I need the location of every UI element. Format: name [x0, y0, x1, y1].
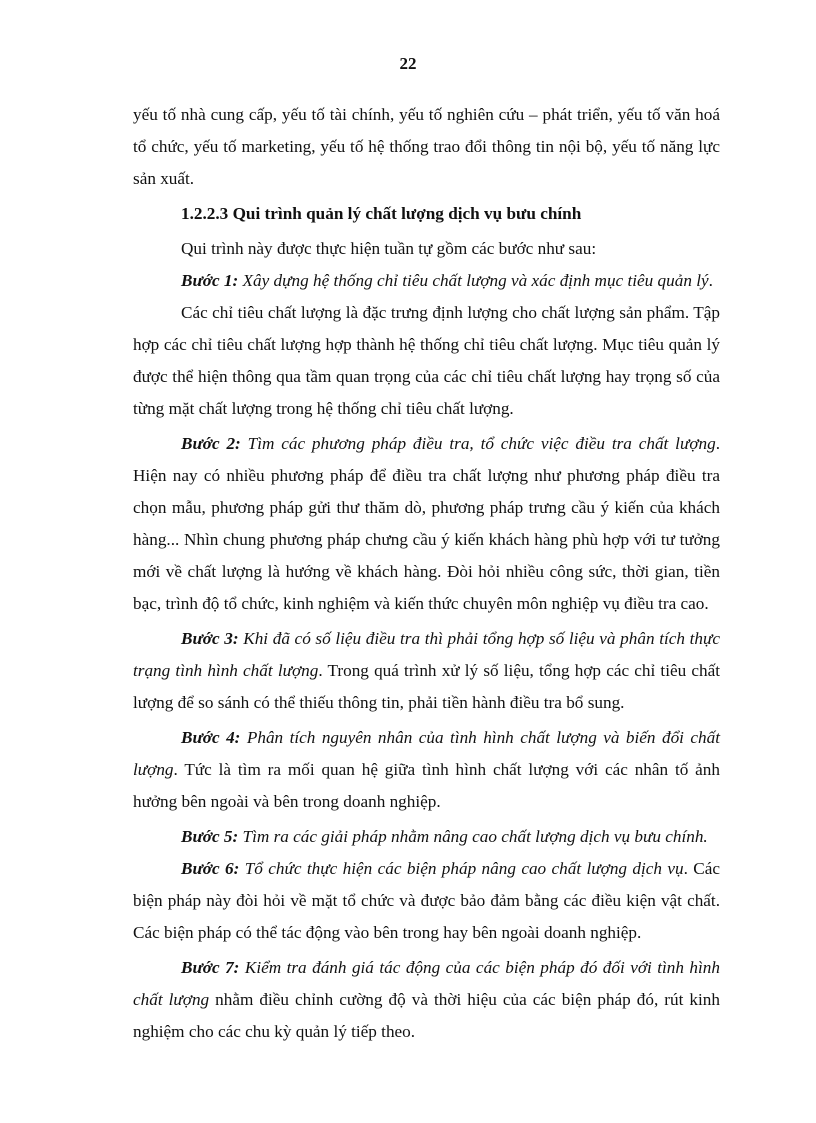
step-3-title: Khi đã có số liệu điều tra thì phải tổng hợp số liệu và phân tích thực trạng tình hình chất lượng [133, 629, 720, 680]
step-7-title: Kiểm tra đánh giá tác động của các biện pháp đó đối với tình hình chất lượng [133, 958, 720, 1009]
step-5-label: Bước 5: [181, 827, 239, 846]
step-1-end: . [708, 271, 713, 290]
paragraph-step-1-body: Các chỉ tiêu chất lượng là đặc trưng định lượng cho chất lượng sản phẩm. Tập hợp các chỉ tiêu chất lượng hợp thành hệ thống chỉ tiêu chất lượng. Mục tiêu quản lý được thể hiện thông qua tầm quan trọng của các chỉ tiêu chất lượng hay trọng số của từng mặt chất lượng trong hệ thống chỉ tiêu chất lượng. [133, 303, 720, 418]
step-3-label: Bước 3: [181, 629, 239, 648]
paragraph-step-3 [133, 623, 720, 719]
paragraph-step-1 [133, 265, 720, 297]
step-1-title: Xây dựng hệ thống chỉ tiêu chất lượng và xác định mục tiêu quản lý [238, 271, 709, 290]
step-6-label: Bước 6: [181, 859, 240, 878]
step-5-title: Tìm ra các giải pháp nhằm nâng cao chất lượng dịch vụ bưu chính. [238, 827, 708, 846]
step-7-body: nhằm điều chỉnh cường độ và thời hiệu của các biện pháp đó, rút kinh nghiệm cho các chu kỳ quản lý tiếp theo. [133, 990, 720, 1041]
paragraph-step-2 [133, 428, 720, 620]
step-6-body: . Các biện pháp này đòi hỏi về mặt tổ chức và được bảo đảm bằng các điều kiện vật chất. Các biện pháp có thể tác động vào bên trong hay bên ngoài doanh nghiệp. [133, 859, 720, 942]
paragraph-intro: Qui trình này được thực hiện tuần tự gồm các bước như sau: [181, 239, 597, 258]
paragraph-step-4 [133, 722, 720, 818]
paragraph-step-5 [133, 821, 720, 853]
paragraph-step-7 [133, 952, 720, 1048]
page-number: 22 [399, 54, 417, 73]
step-2-label: Bước 2: [181, 434, 241, 453]
section-heading: 1.2.2.3 Qui trình quản lý chất lượng dịch vụ bưu chính [181, 204, 582, 223]
step-2-title: Tìm các phương pháp điều tra, tổ chức việc điều tra chất lượng [240, 434, 716, 453]
step-4-body: . Tức là tìm ra mối quan hệ giữa tình hình chất lượng với các nhân tố ảnh hưởng bên ngoài và bên trong doanh nghiệp. [133, 760, 720, 811]
step-4-title: Phân tích nguyên nhân của tình hình chất lượng và biến đổi chất lượng [133, 728, 720, 779]
step-7-label: Bước 7: [181, 958, 240, 977]
step-4-label: Bước 4: [181, 728, 241, 747]
step-6-title: Tổ chức thực hiện các biện pháp nâng cao chất lượng dịch vụ [239, 859, 684, 878]
step-2-body: . Hiện nay có nhiều phương pháp để điều tra chất lượng như phương pháp điều tra chọn mẫu, phương pháp gửi thư thăm dò, phương pháp trưng cầu ý kiến của khách hàng... Nhìn chung phương pháp chưng cầu ý kiến khách hàng phù hợp với tư tưởng mới về chất lượng là hướng về khách hàng. Đòi hỏi nhiều công sức, thời gian, tiền bạc, trình độ tổ chức, kinh nghiệm và kiến thức chuyên môn nghiệp vụ điều tra cao. [133, 434, 720, 613]
paragraph-continuation: yếu tố nhà cung cấp, yếu tố tài chính, yếu tố nghiên cứu – phát triển, yếu tố văn hoá tổ chức, yếu tố marketing, yếu tố hệ thống trao đổi thông tin nội bộ, yếu tố năng lực sản xuất. [133, 105, 720, 188]
paragraph-step-6 [133, 853, 720, 949]
step-3-body: . Trong quá trình xử lý số liệu, tổng hợp các chỉ tiêu chất lượng để so sánh có thể thiếu thông tin, phải tiền hành điều tra bổ sung. [133, 661, 720, 712]
step-1-label: Bước 1: [181, 271, 239, 290]
page-content [133, 99, 720, 1048]
